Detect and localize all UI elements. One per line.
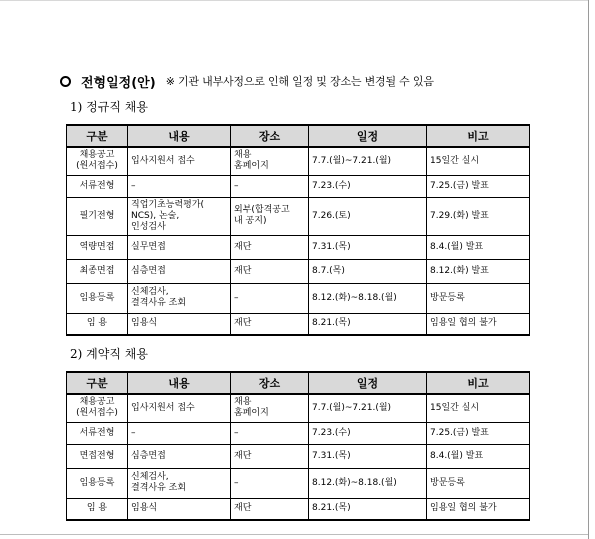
cell-place: 재단 — [231, 235, 309, 259]
cell-date: 7.23.(수) — [309, 175, 427, 197]
cell-place: – — [231, 468, 309, 498]
cell-note: 8.12.(화) 발표 — [427, 259, 530, 283]
cell-stage: 채용공고 (원서접수) — [67, 394, 128, 422]
table-header-row — [67, 372, 530, 394]
cell-date: 7.7.(월)~7.21.(월) — [309, 394, 427, 422]
cell-date: 7.26.(토) — [309, 197, 427, 235]
cell-content: 신체검사, 결격사유 조회 — [128, 283, 231, 313]
column-header: 비고 — [427, 372, 530, 394]
cell-note: 7.25.(금) 발표 — [427, 422, 530, 444]
table-row — [67, 444, 530, 468]
column-header: 구분 — [67, 372, 128, 394]
table-row — [67, 197, 530, 235]
cell-content: 임용식 — [128, 498, 231, 520]
cell-content: – — [128, 175, 231, 197]
cell-stage: 서류전형 — [67, 175, 128, 197]
cell-date: 7.7.(월)~7.21.(월) — [309, 147, 427, 175]
cell-stage: 임 용 — [67, 498, 128, 520]
subtitle-contract-hiring: 2) 계약직 채용 — [70, 347, 148, 361]
cell-stage: 임 용 — [67, 313, 128, 335]
cell-place: 재단 — [231, 313, 309, 335]
cell-date: 7.23.(수) — [309, 422, 427, 444]
page-top-edge — [0, 0, 588, 1]
cell-note: 15일간 실시 — [427, 147, 530, 175]
cell-date: 8.21.(목) — [309, 313, 427, 335]
cell-note: 방문등록 — [427, 283, 530, 313]
column-header: 장소 — [231, 372, 309, 394]
cell-place: 재단 — [231, 259, 309, 283]
cell-content: 실무면접 — [128, 235, 231, 259]
page-title: 전형일정(안) — [81, 75, 156, 91]
cell-place: 외부(합격공고 내 공지) — [231, 197, 309, 235]
cell-place: 채용 홈페이지 — [231, 394, 309, 422]
column-header: 비고 — [427, 125, 530, 147]
cell-stage: 최종면접 — [67, 259, 128, 283]
table-row — [67, 468, 530, 498]
cell-stage: 서류전형 — [67, 422, 128, 444]
cell-place: – — [231, 422, 309, 444]
cell-date: 7.31.(목) — [309, 444, 427, 468]
cell-content: 심층면접 — [128, 259, 231, 283]
table-row — [67, 147, 530, 175]
cell-note: 8.4.(월) 발표 — [427, 444, 530, 468]
cell-content: 임용식 — [128, 313, 231, 335]
cell-note: 임용일 협의 불가 — [427, 313, 530, 335]
cell-content: 신체검사, 결격사유 조회 — [128, 468, 231, 498]
table-row — [67, 498, 530, 520]
cell-note: 임용일 협의 불가 — [427, 498, 530, 520]
cell-place: 재단 — [231, 444, 309, 468]
column-header: 장소 — [231, 125, 309, 147]
cell-content: 입사지원서 접수 — [128, 394, 231, 422]
cell-note: 7.25.(금) 발표 — [427, 175, 530, 197]
table-row — [67, 235, 530, 259]
cell-place: – — [231, 283, 309, 313]
cell-content: – — [128, 422, 231, 444]
cell-stage: 면접전형 — [67, 444, 128, 468]
cell-place: 재단 — [231, 498, 309, 520]
schedule-table-contract — [66, 371, 530, 521]
column-header: 일정 — [309, 125, 427, 147]
cell-stage: 필기전형 — [67, 197, 128, 235]
change-notice: ※ 기관 내부사정으로 인해 일정 및 장소는 변경될 수 있음 — [165, 75, 434, 88]
page-right-edge — [588, 0, 589, 539]
cell-note: 15일간 실시 — [427, 394, 530, 422]
cell-date: 7.31.(목) — [309, 235, 427, 259]
column-header: 구분 — [67, 125, 128, 147]
cell-date: 8.21.(목) — [309, 498, 427, 520]
table-header-row — [67, 125, 530, 147]
page-bottom-edge — [0, 534, 588, 535]
circle-bullet-icon — [60, 76, 71, 87]
cell-stage: 임용등록 — [67, 468, 128, 498]
schedule-table-regular — [66, 124, 530, 336]
cell-content: 입사지원서 접수 — [128, 147, 231, 175]
cell-date: 8.12.(화)~8.18.(월) — [309, 468, 427, 498]
cell-date: 8.12.(화)~8.18.(월) — [309, 283, 427, 313]
table-row — [67, 313, 530, 335]
cell-content: 심층면접 — [128, 444, 231, 468]
cell-stage: 임용등록 — [67, 283, 128, 313]
column-header: 일정 — [309, 372, 427, 394]
cell-stage: 채용공고 (원서접수) — [67, 147, 128, 175]
cell-note: 8.4.(월) 발표 — [427, 235, 530, 259]
column-header: 내용 — [128, 125, 231, 147]
table-row — [67, 259, 530, 283]
table-row — [67, 422, 530, 444]
table-row — [67, 394, 530, 422]
table-row — [67, 283, 530, 313]
cell-content: 직업기초능력평가( NCS), 논술, 인성검사 — [128, 197, 231, 235]
cell-note: 7.29.(화) 발표 — [427, 197, 530, 235]
subtitle-regular-hiring: 1) 정규직 채용 — [70, 100, 148, 114]
cell-note: 방문등록 — [427, 468, 530, 498]
cell-stage: 역량면접 — [67, 235, 128, 259]
column-header: 내용 — [128, 372, 231, 394]
cell-place: 채용 홈페이지 — [231, 147, 309, 175]
section-heading — [60, 71, 434, 91]
table-row — [67, 175, 530, 197]
cell-place: – — [231, 175, 309, 197]
cell-date: 8.7.(목) — [309, 259, 427, 283]
